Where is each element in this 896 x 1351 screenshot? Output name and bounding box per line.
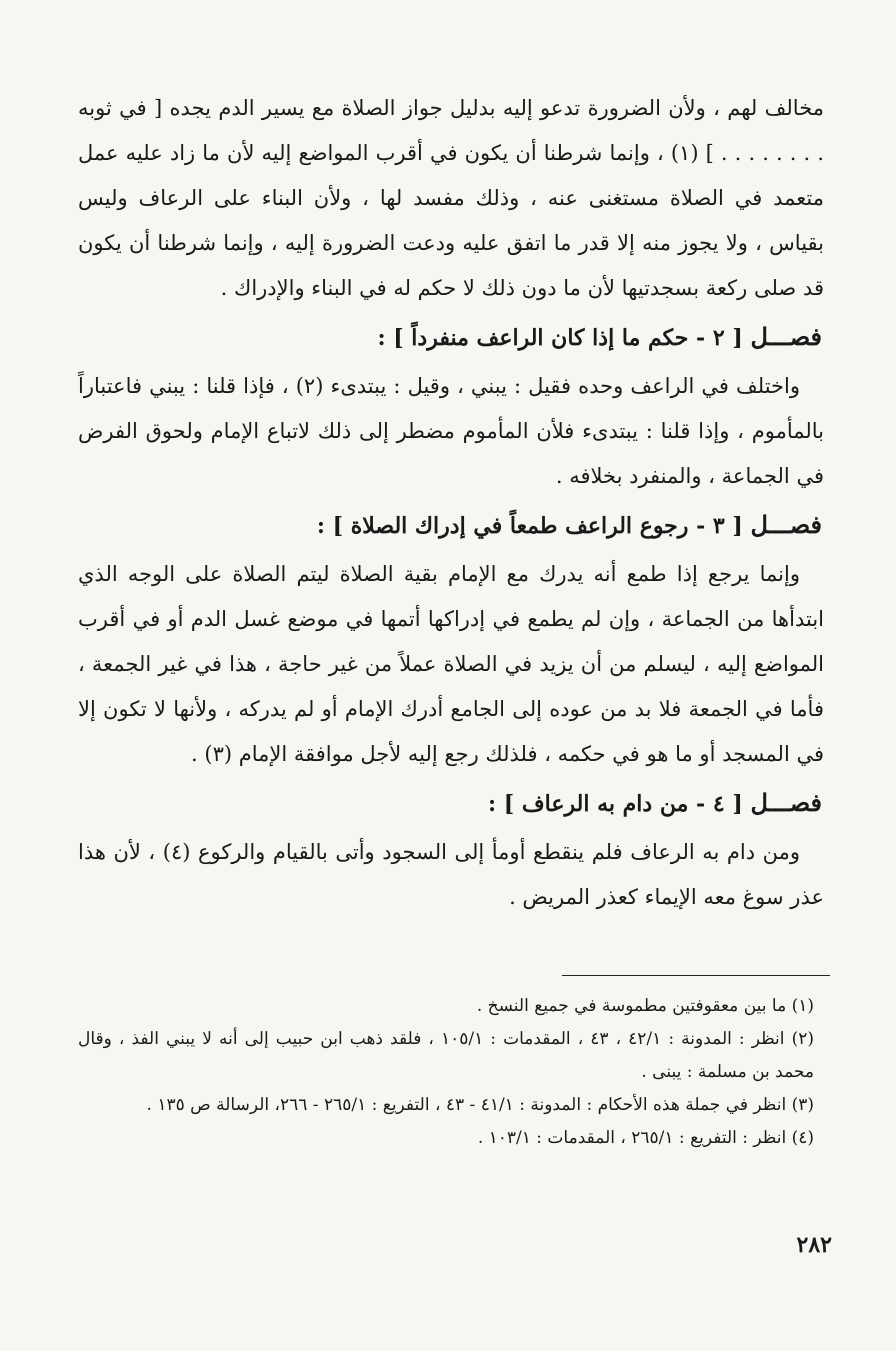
section-heading <box>78 313 824 362</box>
footnotes <box>78 990 828 1155</box>
section-body: وإنما يرجع إذا طمع أنه يدرك مع الإمام بقية الصلاة ليتم الصلاة على الوجه الذي ابتدأها من الجماعة ، وإن لم يطمع في إدراكها أتمها في موضع غسل الدم أو في أقرب المواضع إليه ، ليسلم من أن يزيد في الصلاة عملاً من غير حاجة ، هذا في غير الجمعة ، فأما في الجمعة فلا بد من عوده إلى الجامع أدرك الإمام أو لم يدركه ، ولأنها لا تكون إلا في المسجد أو ما هو في حكمه ، فلذلك رجع إليه لأجل موافقة الإمام (٣) . <box>78 562 824 766</box>
section-title: [ ٢ - حكم ما إذا كان الراعف منفرداً ] : <box>377 325 743 351</box>
fasl-label: فصـــل <box>750 322 822 351</box>
footnote-1: (١) ما بين معقوفتين مطموسة في جميع النسخ . <box>476 996 814 1016</box>
main-text <box>78 86 824 920</box>
footnote-2: (٢) انظر : المدونة : ٤٢/١ ، ٤٣ ، المقدمات : ١٠٥/١ ، فلقد ذهب ابن حبيب إلى أنه لا يبني الفذ ، وقال محمد بن مسلمة : يبنى . <box>78 1029 814 1082</box>
section-4 <box>78 779 824 920</box>
section-body: ومن دام به الرعاف فلم ينقطع أومأ إلى السجود وأتى بالقيام والركوع (٤) ، لأن هذا عذر سوغ معه الإيماء كعذر المريض . <box>78 840 824 909</box>
section-title: [ ٤ - من دام به الرعاف ] : <box>488 791 743 817</box>
footnote-divider <box>562 975 830 976</box>
section-title: [ ٣ - رجوع الراعف طمعاً في إدراك الصلاة ] : <box>316 513 743 539</box>
footnote-4: (٤) انظر : التفريع : ٢٦٥/١ ، المقدمات : ١٠٣/١ . <box>477 1128 814 1148</box>
opening-paragraph: مخالف لهم ، ولأن الضرورة تدعو إليه بدليل جواز الصلاة مع يسير الدم يجده [ في ثوبه . . . . . . . . ] (١) ، وإنما شرطنا أن يكون في أقرب المواضع إليه لأن ما زاد عليه عمل متعمد في الصلاة مستغنى عنه ، وذلك مفسد لها ، ولأن البناء على الرعاف وليس بقياس ، ولا يجوز منه إلا قدر ما اتفق عليه ودعت الضرورة إليه ، وإنما شرطنا أن يكون قد صلى ركعة بسجدتيها لأن ما دون ذلك لا حكم له في البناء والإدراك . <box>78 96 824 300</box>
fasl-label: فصـــل <box>750 510 822 539</box>
section-heading <box>78 501 824 550</box>
section-body: واختلف في الراعف وحده فقيل : يبني ، وقيل : يبتدىء (٢) ، فإذا قلنا : يبني فاعتباراً بالمأموم ، وإذا قلنا : يبتدىء فلأن المأموم مضطر إلى ذلك لاتباع الإمام ولحوق الفرض في الجماعة ، والمنفرد بخلافه . <box>78 374 824 488</box>
footnote-3: (٣) انظر في جملة هذه الأحكام : المدونة : ٤١/١ - ٤٣ ، التفريع : ٢٦٥/١ - ٢٦٦، الرسالة ص ١٣٥ . <box>146 1095 814 1115</box>
page-number: ٢٨٢ <box>796 1232 832 1258</box>
section-3 <box>78 501 824 777</box>
section-2 <box>78 313 824 499</box>
section-heading <box>78 779 824 828</box>
fasl-label: فصـــل <box>750 788 822 817</box>
